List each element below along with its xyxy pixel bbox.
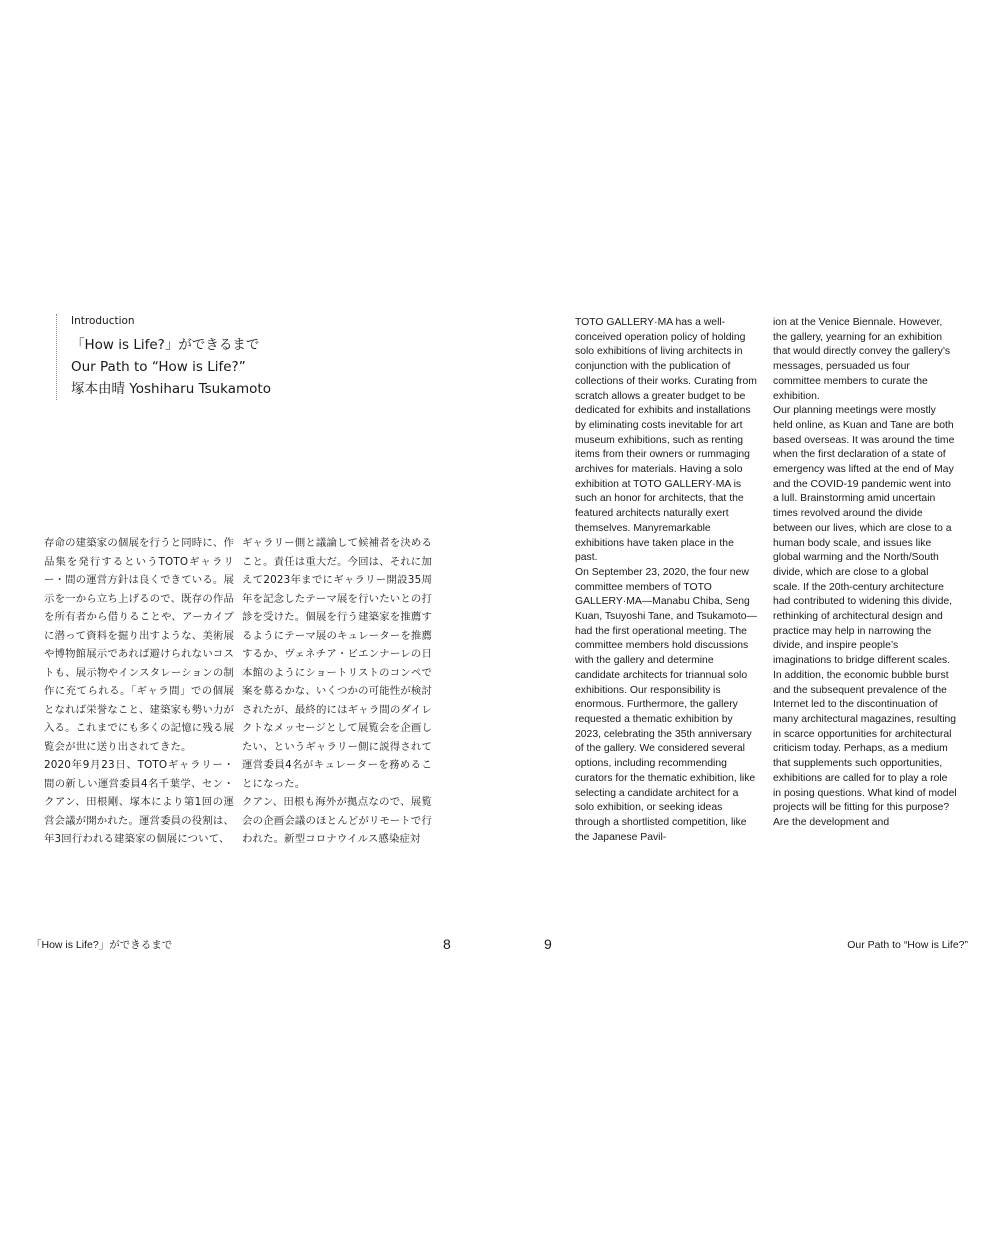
title-japanese: 「How is Life?」ができるまで [71,337,260,353]
english-text-column-2 [773,316,957,831]
paragraph: On September 23, 2020, the four new committee members of TOTO GALLERY·MA—Manabu Chiba, Seng Kuan, Tsuyoshi Tane, and Tsukamoto—had the first operational meeting. The committee members hold discussions with the gallery and determine candidate architects for triannual solo exhibitions. Our responsibility is enormous. Furthermore, the gallery requested a thematic exhibition by 2023, celebrating the 35th anniversary of the gallery. We considered several options, including recommending curators for the thematic exhibition, like selecting a candidate architect for a solo exhibition, or seeking ideas through a shortlisted competition, like the Japanese Pavil- [575,566,757,843]
running-head-left: 「How is Life?」ができるまで [31,939,173,951]
paragraph: ion at the Venice Biennale. However, the gallery, yearning for an exhibition that would directly convey the gallery’s messages, persuaded us four committee members to curate the exhibition. [773,317,951,402]
japanese-text-column-1 [44,534,234,849]
page-number-right: 9 [544,936,552,952]
paragraph: Our planning meetings were mostly held online, as Kuan and Tane are both based overseas. It was around the time when the first declaration of a state of emergency was lifted at the end of May and the COVID-19 pandemic went into a lull. Brainstorming amid uncertain times revolved around the divide between our lives, which are close to a human body scale, and issues like global warming and the North/South divide, which are close to a global scale. If the 20th-century architecture had contributed to widening this divide, rethinking of architectural design and practice may help in narrowing the divide, and inspire people’s imaginations to bridge different scales. In addition, the economic bubble burst and the subsequent prevalence of the Internet led to the discontinuation of many architectural magazines, resulting in scarce opportunities for architectural criticism today. Perhaps, as a medium that supplements such opportunities, exhibitions are called for to play a role in posing questions. What kind of model projects will be fitting for this purpose? Are the development and [773,405,957,828]
title-english: Our Path to “How is Life?” [71,359,246,375]
japanese-text-column-2 [242,534,432,849]
paragraph: TOTO GALLERY·MA has a well-conceived operation policy of holding solo exhibitions of living architects in conjunction with the publication of collections of their works. Curating from scratch allows a greater budget to be dedicated for exhibits and installations by eliminating costs inevitable for art museum exhibitions, such as renting items from their owners or rummaging archives for materials. Having a solo exhibition at TOTO GALLERY·MA is such an honor for architects, that the featured architects naturally exert themselves. Manyremarkable exhibitions have taken place in the past. [575,317,757,564]
page-number-left: 8 [443,936,451,952]
paragraph: 2020年9月23日、TOTOギャラリー・間の新しい運営委員4名千葉学、セン・クアン、田根剛、塚本により第1回の運営会議が開かれた。運営委員の役割は、年3回行われる建築家の個展について、 [44,759,234,845]
running-head-right: Our Path to “How is Life?” [847,939,968,951]
paragraph: 存命の建築家の個展を行うと同時に、作品集を発行するというTOTOギャラリー・間の運営方針は良くできている。展示を一から立ち上げるので、既存の作品を所有者から借りることや、アーカイブに潜って資料を掘り出すような、美術展や博物館展示であれば避けられないコストも、展示物やインスタレーションの制作に充てられる。「ギャラ間」での個展となれば栄誉なこと、建築家も勢い力が入る。これまでにも多くの記憶に残る展覧会が世に送り出されてきた。 [44,537,234,753]
paragraph: ギャラリー側と議論して候補者を決めること。責任は重大だ。今回は、それに加えて2023年までにギャラリー開設35周年を記念したテーマ展を行いたいとの打診を受けた。個展を行う建築家を推薦するようにテーマ展のキュレーターを推薦するか、ヴェネチア・ビエンナーレの日本館のようにショートリストのコンペで案を募るかな、いくつかの可能性が検討されたが、最終的にはギャラ間のダイレクトなメッセージとして展覧会を企画したい、というギャラリー側に説得されて運営委員4名がキュレーターを務めることになった。 [242,537,432,790]
article-header [56,314,401,400]
section-label: Introduction [71,315,135,327]
author-name: 塚本由晴 Yoshiharu Tsukamoto [71,381,271,397]
paragraph: クアン、田根も海外が拠点なので、展覧会の企画会議のほとんどがリモートで行われた。新型コロナウイルス感染症対 [242,796,432,845]
english-text-column-1 [575,316,759,845]
